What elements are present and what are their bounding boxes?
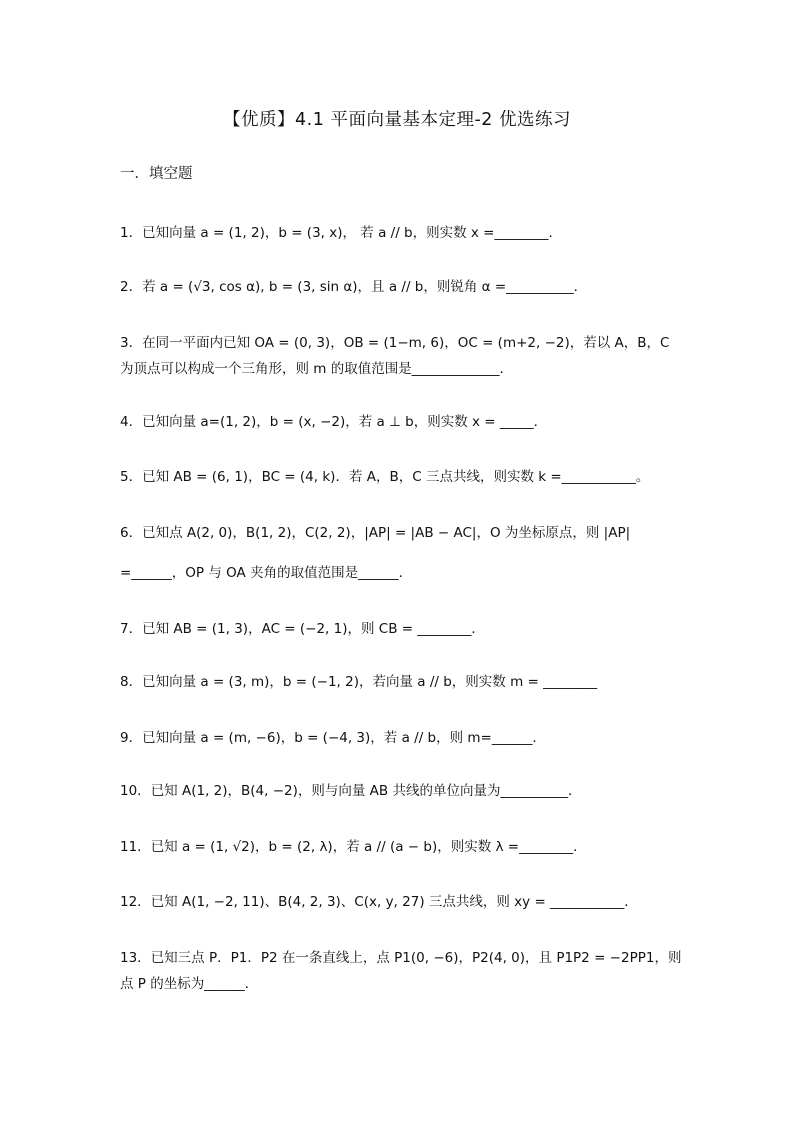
question-1 [120,220,690,246]
question-number: 11． [120,839,151,855]
question-text: 已知 AB = (6, 1)，BC = (4, k)．若 A，B，C 三点共线，则实数 k =___________。 [142,469,650,485]
question-number: 4． [120,414,143,430]
question-text: 已知向量 a = (3, m)，b = (−1, 2)，若向量 a // b，则实数 m = ________ [142,674,598,690]
question-text: 已知点 A(2, 0)，B(1, 2)，C(2, 2)，|AP| = |AB − AC|，O 为坐标原点，则 |AP| [142,525,631,541]
question-number: 13． [120,950,151,966]
question-number: 8． [120,674,143,690]
question-number: 7． [120,621,143,637]
question-number: 3． [120,335,143,351]
question-6-continued [120,560,412,586]
question-10 [120,778,690,804]
question-text: 已知三点 P．P1．P2 在一条直线上，点 P1(0, −6)，P2(4, 0)，且 P1P2 = −2PP1，则 [150,950,682,966]
question-number: 5． [120,469,143,485]
question-number: 9． [120,730,143,746]
question-text: 已知 A(1, −2, 11)、B(4, 2, 3)、C(x, y, 27) 三点共线，则 xy = ___________． [150,894,638,910]
question-text: =______，OP 与 OA 夹角的取值范围是______． [120,565,413,581]
question-text: 已知向量 a = (m, −6)，b = (−4, 3)，若 a // b，则 m=______． [142,730,546,746]
question-number: 10． [120,783,151,799]
document-title: 【优质】4.1 平面向量基本定理-2 优选练习 [223,110,571,130]
question-text: 点 P 的坐标为______． [120,976,259,992]
question-3-continued [120,356,513,382]
question-number: 2． [120,279,143,295]
question-9 [120,725,690,751]
question-11 [120,834,690,860]
question-12 [120,889,690,915]
question-2 [120,274,690,300]
question-8 [120,669,690,695]
question-4 [120,409,690,435]
question-5 [120,464,690,490]
question-text: 已知向量 a=(1, 2)，b = (x, −2)，若 a ⊥ b，则实数 x = _____． [142,414,548,430]
question-text: 在同一平面内已知 OA = (0, 3)，OB = (1−m, 6)，OC = (m+2, −2)，若以 A，B，C [142,335,670,351]
question-number: 6． [120,525,143,541]
question-number: 1． [120,225,143,241]
section-heading: 一．填空题 [120,166,193,182]
question-6 [120,520,690,546]
question-13-continued [120,971,258,997]
question-text: 已知 a = (1, √2)，b = (2, λ)，若 a // (a − b)，则实数 λ =________． [150,839,587,855]
question-3 [120,330,690,356]
question-7 [120,616,690,642]
question-text: 已知向量 a = (1, 2)，b = (3, x)， 若 a // b，则实数 x =________． [142,225,562,241]
question-13 [120,945,690,971]
question-text: 若 a = (√3, cos α), b = (3, sin α)，且 a // b，则锐角 α =__________． [142,279,588,295]
question-text: 已知 A(1, 2)，B(4, −2)，则与向量 AB 共线的单位向量为__________． [150,783,582,799]
question-text: 为顶点可以构成一个三角形，则 m 的取值范围是_____________． [120,361,513,377]
question-number: 12． [120,894,151,910]
question-text: 已知 AB = (1, 3)，AC = (−2, 1)，则 CB = ________． [142,621,485,637]
